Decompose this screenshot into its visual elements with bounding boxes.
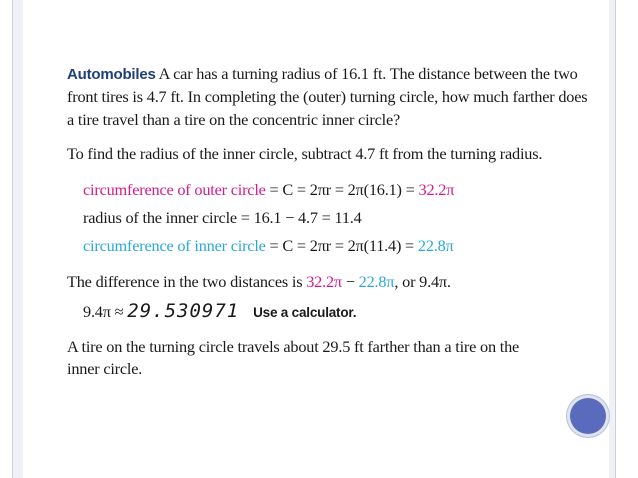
conclusion-line-2: inner circle.: [67, 359, 143, 378]
outer-circumference-formula: = C = 2πr = 2π(16.1) =: [269, 180, 415, 199]
slide-nav-circle[interactable]: [570, 398, 606, 434]
outer-circumference-equation: [83, 180, 454, 200]
outer-circumference-result: 32.2π: [418, 180, 455, 199]
problem-title: Automobiles: [67, 66, 156, 83]
problem-text-1: A car has a turning radius of 16.1 ft. The distance between the two: [158, 64, 578, 83]
inner-radius-equation: radius of the inner circle = 16.1 − 4.7 = 11.4: [83, 208, 362, 227]
conclusion-line-1: A tire on the turning circle travels about 29.5 ft farther than a tire on the: [67, 337, 520, 356]
difference-text: [67, 272, 451, 292]
slide-frame-left-band: [13, 0, 23, 478]
difference-minus: −: [345, 272, 355, 291]
problem-line-1: [67, 64, 578, 84]
calculator-display-value: 29.530971: [127, 300, 240, 322]
calculator-expression: 9.4π ≈: [83, 302, 124, 321]
problem-line-3: a tire travel than a tire on the concentric inner circle?: [67, 110, 401, 129]
problem-line-2: front tires is 4.7 ft. In completing the (outer) turning circle, how much farther does: [67, 87, 588, 106]
outer-circumference-label: circumference of outer circle: [83, 180, 266, 199]
difference-suffix: , or 9.4π.: [394, 272, 451, 291]
inner-circumference-result: 22.8π: [417, 236, 454, 255]
calculator-note: Use a calculator.: [253, 305, 357, 320]
difference-inner-value: 22.8π: [358, 272, 395, 291]
instruction-text: To find the radius of the inner circle, subtract 4.7 ft from the turning radius.: [67, 144, 543, 163]
difference-prefix: The difference in the two distances is: [67, 272, 303, 291]
inner-circumference-formula: = C = 2πr = 2π(11.4) =: [269, 236, 415, 255]
calculator-line: [83, 300, 356, 322]
inner-circumference-equation: [83, 236, 454, 256]
slide-frame-right-band: [609, 0, 615, 478]
difference-outer-value: 32.2π: [306, 272, 342, 291]
inner-circumference-label: circumference of inner circle: [83, 236, 266, 255]
